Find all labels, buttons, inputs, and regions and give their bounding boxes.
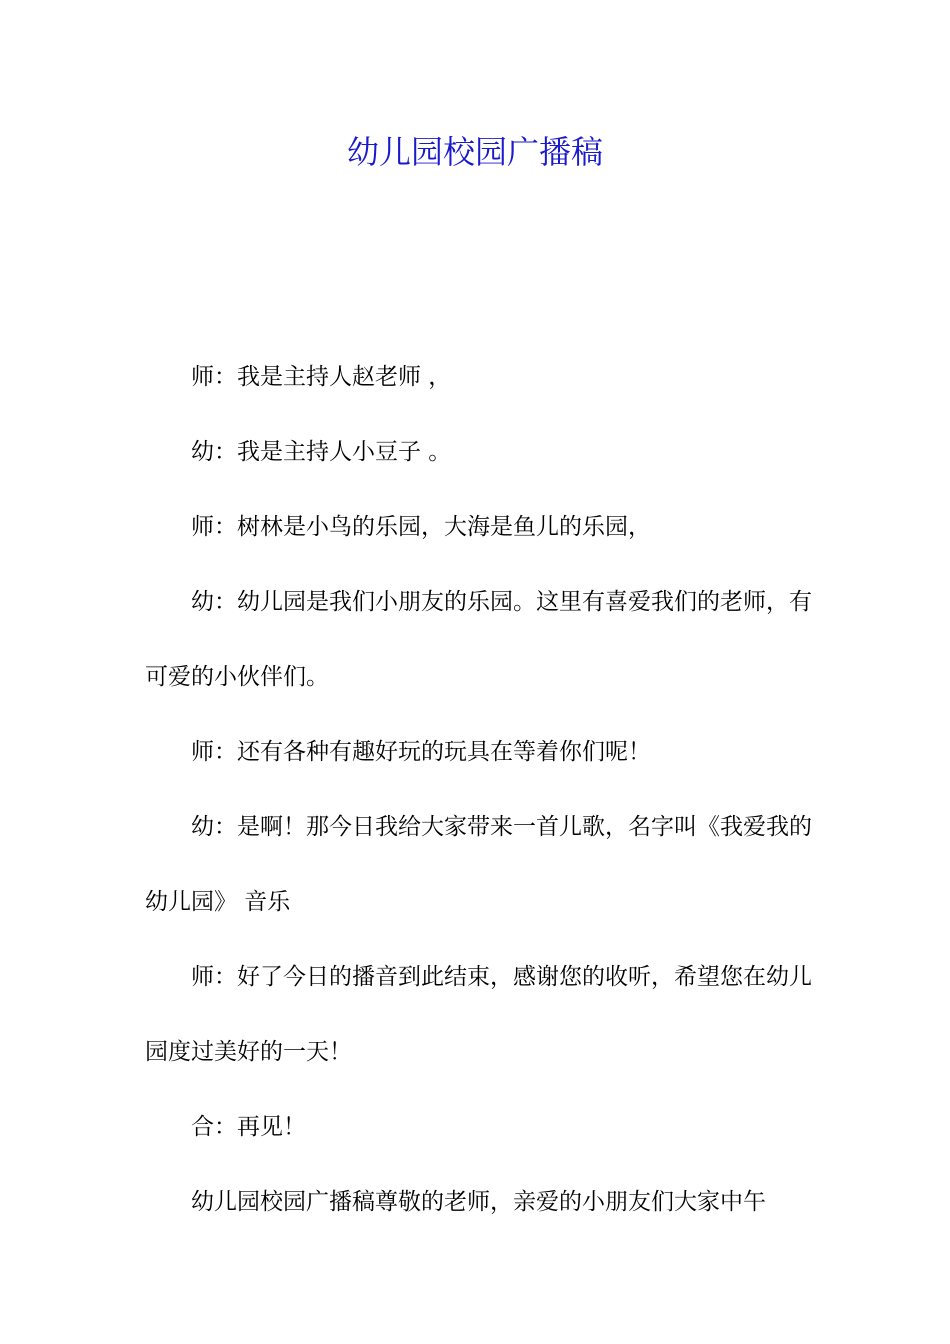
document-title: 幼儿园校园广播稿 [346, 133, 603, 171]
paragraph: 幼：是啊！那今日我给大家带来一首儿歌，名字叫《我爱我的幼儿园》 音乐 [145, 814, 812, 915]
paragraph: 师：树林是小鸟的乐园，大海是鱼儿的乐园， [191, 514, 651, 540]
paragraph: 幼儿园校园广播稿尊敬的老师，亲爱的小朋友们大家中午 [191, 1189, 766, 1215]
paragraph: 幼：幼儿园是我们小朋友的乐园。这里有喜爱我们的老师，有可爱的小伙伴们。 [145, 589, 812, 690]
paragraph: 师：好了今日的播音到此结束，感谢您的收听，希望您在幼儿园度过美好的一天！ [145, 964, 812, 1065]
paragraph: 合：再见！ [191, 1114, 306, 1140]
paragraph: 师：我是主持人赵老师 ， [191, 364, 452, 390]
paragraph: 师：还有各种有趣好玩的玩具在等着你们呢！ [191, 739, 651, 765]
document-body [145, 340, 815, 1240]
paragraph: 幼：我是主持人小豆子 。 [191, 439, 452, 465]
